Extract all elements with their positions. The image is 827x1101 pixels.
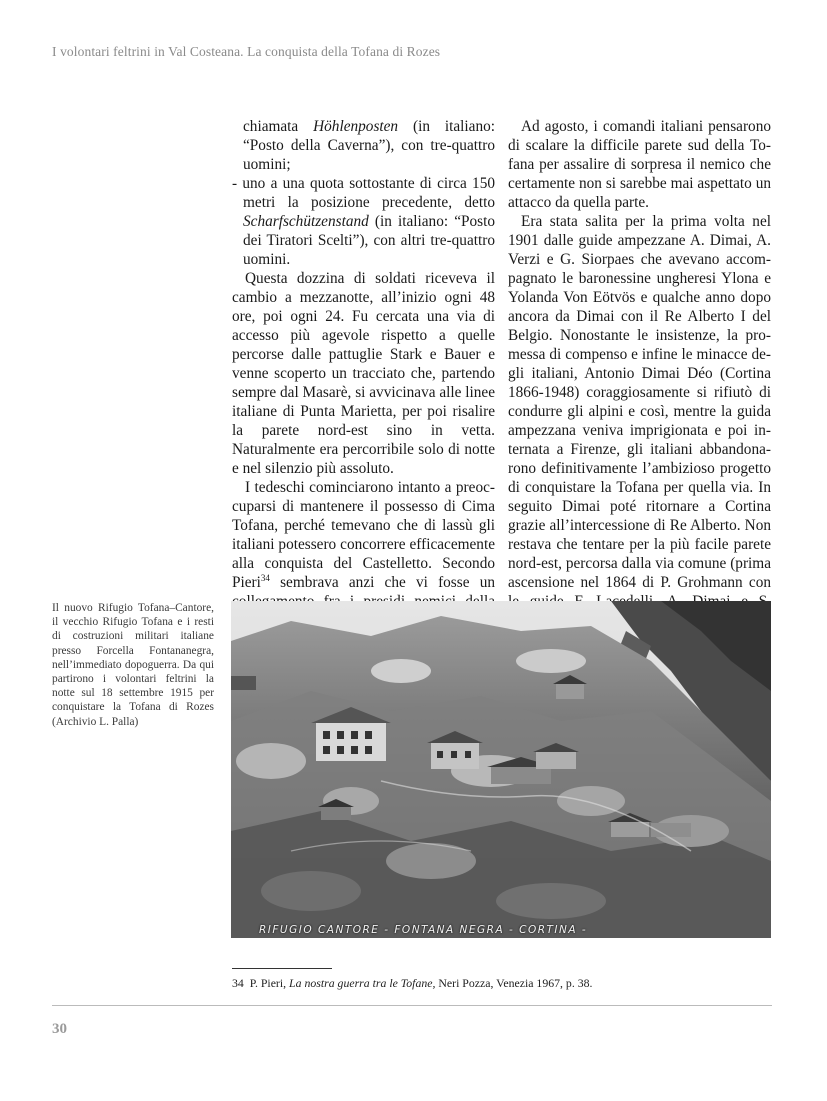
right-text-column: [508, 117, 771, 649]
paragraph-4: I tedeschi cominciarono intanto a preoccuparsi di mantenere il possesso di Cima Tofana, perché temevano che di lassù gli italiani potessero concorrere efficacemente alla conquista del Castelletto. Secondo Pieri$^{34}$ sembrava anzi che vi fosse un: [232, 479, 495, 591]
footnote-ref[interactable]: 34: [260, 572, 270, 583]
paragraph-1: chiamata Höhlenposten (in italiano: “Posto della Caverna”), con tre-quattro uomini;: [243, 118, 495, 173]
footnote-separator: [232, 968, 332, 969]
figure-caption: Il nuovo Rifugio Tofana–Cantore, il vecchio Rifugio Tofana e i resti di costruzioni militari italiane presso Forcella Fontananegra, nell’immediato dopoguerra. Da qui partirono i volontari feltrini la notte sul 18 settembre 1915 per conquistare la Tofana di Rozes (Archivio L. Palla): [52, 602, 214, 728]
historical-photo: [231, 601, 771, 938]
footer-divider: [52, 1005, 772, 1006]
photo-illustration: [231, 601, 771, 938]
paragraph-1: Ad agosto, i comandi italiani pensarono di scalare la difficile parete sud della Tofana per assalire di sorpresa il nemico che certamente non si sarebbe mai aspettato un attacco da quella parte.: [508, 118, 771, 211]
photo-inscription: RIFUGIO CANTORE - FONTANA NEGRA - CORTINA -: [259, 924, 588, 936]
footnote: 34 P. Pieri, La nostra guerra tra le Tofane, Neri Pozza, Venezia 1967, p. 38.: [232, 976, 593, 990]
page-number: 30: [52, 1021, 67, 1037]
running-head: I volontari feltrini in Val Costeana. La conquista della Tofana di Rozes: [52, 44, 441, 59]
paragraph-3: Questa dozzina di soldati riceveva il cambio a mezzanotte, all’inizio ogni 48 ore, poi ogni 24. Fu cercata una via di accesso più agevole rispetto a quelle percorse dalle pattuglie Stark e Bauer e venne scoperto un tracciato che, partendo sempre dal Masarè, si avvicinava alle linee italiane di Punta Marietta, per poi risalire la parete nord-est sino in vetta. Naturalmente era percorribile solo di notte e nel silenzio più assoluto.: [232, 270, 495, 477]
list-item: - uno a una quota sottostante di circa 150 metri la posizione precedente, detto Scharfschützenstand (in italiano: “Posto dei Tiratori Scelti”), con altri tre-quattro uomini.: [232, 175, 495, 268]
paragraph-2: Era stata salita per la prima volta nel 1901 dalle guide ampezzane A. Dimai, A. Verzi e G. Siorpaes che avevano accompagnato le baronessine ungheresi Ylona e Yolanda Von Eötvös e qualche anno dopo ancora da Dimai con il Re Alberto I del Belgio. Nonostante le insistenze, la promessa di compenso e infine le minacce degli italiani, Antonio Dimai Déo (Cortina 1866-1948) coraggiosamente si rifiutò di condurre gli alpini e così, mentre la guida ampezzana veniva imprigionata e poi internata a Firenze, gli italiani abbandonarono definitivamente l’ambizioso progetto di conquistare la Tofana per quella via. In seguito Dimai poté ritornare a Cortina grazie all’intercessione di Re Alberto. Non restava che tentare per la più facile parete nord-est, percorsa dalla via comune (prima ascensione nel 1864 di P. Grohmann con: [508, 213, 771, 591]
